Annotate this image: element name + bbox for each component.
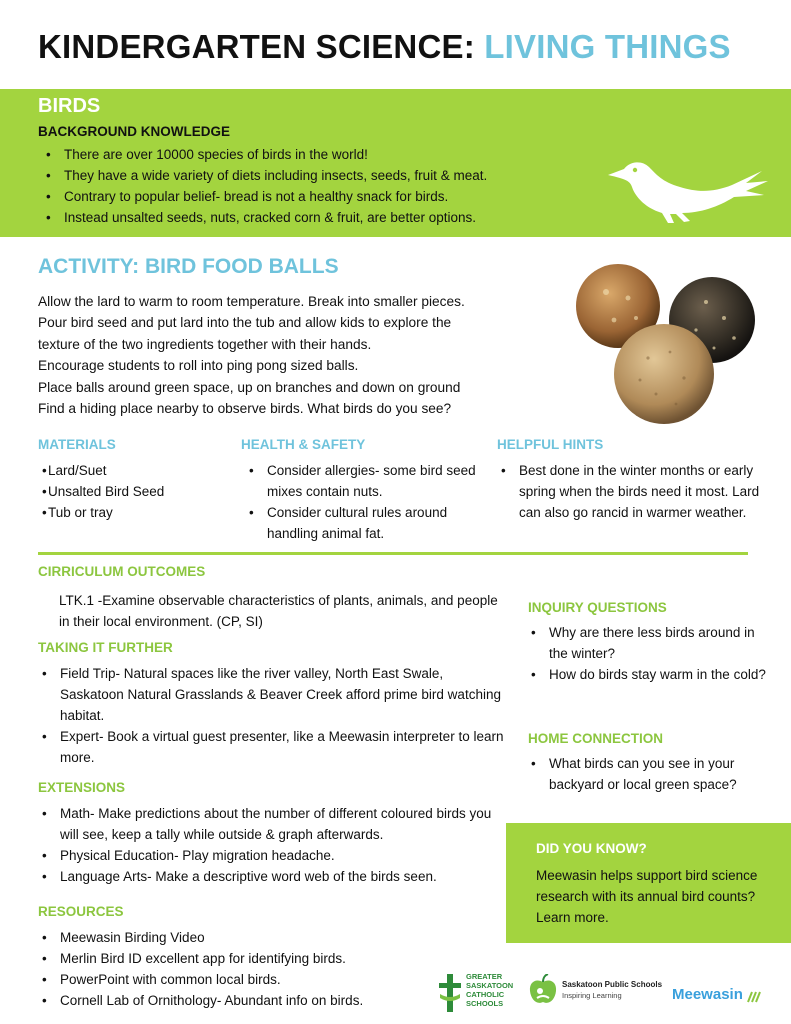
activity-line: Allow the lard to warm to room temperature. Break into smaller pieces. bbox=[38, 294, 465, 309]
materials-section bbox=[38, 434, 228, 523]
list-item: • Expert- Book a virtual guest presenter, like a Meewasin interpreter to learn more. bbox=[38, 726, 508, 768]
gscs-logo bbox=[438, 972, 520, 1016]
taking-further-list bbox=[38, 663, 508, 768]
taking-further-heading: TAKING IT FURTHER bbox=[38, 640, 173, 655]
title-part1: KINDERGARTEN SCIENCE: bbox=[38, 28, 485, 65]
gscs-line: SASKATOON bbox=[466, 981, 514, 990]
did-you-know-heading: DID YOU KNOW? bbox=[536, 841, 647, 856]
list-item: • Lard/Suet bbox=[38, 460, 228, 481]
list-item: • Best done in the winter months or early spring when the birds need it most. Lard can also go rancid in warmer weather. bbox=[497, 460, 767, 523]
activity-instructions bbox=[38, 291, 465, 419]
home-connection-heading: HOME CONNECTION bbox=[528, 731, 663, 746]
page-title bbox=[38, 28, 731, 66]
list-item: • Instead unsalted seeds, nuts, cracked corn & fruit, are better options. bbox=[42, 207, 487, 228]
gscs-line: CATHOLIC bbox=[466, 990, 505, 999]
meewasin-wordmark: Meewasin bbox=[672, 986, 743, 1003]
list-item: • Field Trip- Natural spaces like the river valley, North East Swale, Saskatoon Natural Grasslands & Beaver Creek afford prime bird watching habitat. bbox=[38, 663, 508, 726]
activity-line: Pour bird seed and put lard into the tub and allow kids to explore the bbox=[38, 315, 452, 331]
list-item: • There are over 10000 species of birds in the world! bbox=[42, 144, 487, 165]
list-item: • Consider allergies- some bird seed mixes contain nuts. bbox=[245, 460, 481, 502]
apple-icon bbox=[528, 974, 558, 1006]
did-you-know-box bbox=[506, 823, 791, 943]
materials-list bbox=[38, 460, 228, 523]
bird-silhouette-icon bbox=[600, 149, 770, 233]
health-safety-list bbox=[245, 460, 481, 544]
birds-band bbox=[0, 89, 791, 237]
list-item: • How do birds stay warm in the cold? bbox=[527, 664, 777, 685]
list-item: • What birds can you see in your backyard or local green space? bbox=[527, 753, 777, 795]
activity-line: Place balls around green space, up on branches and down on ground bbox=[38, 379, 461, 395]
resources-heading: RESOURCES bbox=[38, 904, 124, 919]
health-safety-heading: HEALTH & SAFETY bbox=[241, 437, 366, 452]
wave-icon bbox=[747, 991, 763, 1003]
birds-heading: BIRDS bbox=[38, 95, 101, 117]
list-item: • Why are there less birds around in the winter? bbox=[527, 622, 777, 664]
list-item: • Consider cultural rules around handling animal fat. bbox=[245, 502, 481, 544]
inquiry-list bbox=[527, 622, 777, 685]
sps-logo bbox=[528, 972, 668, 1012]
health-safety-section bbox=[241, 434, 481, 544]
gscs-line: GREATER bbox=[466, 972, 503, 981]
resources-list bbox=[38, 927, 438, 1011]
home-connection-list bbox=[527, 753, 777, 795]
list-item: • They have a wide variety of diets including insects, seeds, fruit & meat. bbox=[42, 165, 487, 186]
helpful-hints-list bbox=[497, 460, 767, 523]
sps-tagline: Inspiring Learning bbox=[562, 991, 622, 1000]
sps-name: Saskatoon Public Schools bbox=[562, 980, 663, 989]
background-knowledge-heading: BACKGROUND KNOWLEDGE bbox=[38, 124, 230, 139]
meewasin-logo bbox=[672, 986, 782, 1006]
curriculum-text: LTK.1 -Examine observable characteristics of plants, animals, and people in their local environment. (CP, SI) bbox=[59, 593, 498, 629]
helpful-hints-section bbox=[497, 434, 767, 523]
materials-heading: MATERIALS bbox=[38, 437, 116, 452]
inquiry-heading: INQUIRY QUESTIONS bbox=[528, 600, 667, 615]
activity-line: Find a hiding place nearby to observe birds. What birds do you see? bbox=[38, 401, 452, 417]
activity-line: Encourage students to roll into ping pong sized balls. bbox=[38, 358, 359, 374]
title-part2: LIVING THINGS bbox=[484, 28, 731, 65]
list-item: • Contrary to popular belief- bread is not a healthy snack for birds. bbox=[42, 186, 487, 207]
resource-link[interactable]: • PowerPoint with common local birds. bbox=[38, 969, 438, 990]
helpful-hints-heading: HELPFUL HINTS bbox=[497, 437, 604, 452]
curriculum-heading: CIRRICULUM OUTCOMES bbox=[38, 564, 206, 579]
section-divider bbox=[38, 552, 748, 555]
resource-link[interactable]: • Merlin Bird ID excellent app for identifying birds. bbox=[38, 948, 438, 969]
bird-food-balls-photo bbox=[566, 258, 766, 428]
resource-link[interactable]: • Meewasin Birding Video bbox=[38, 927, 438, 948]
list-item: • Physical Education- Play migration headache. bbox=[38, 845, 508, 866]
list-item: • Language Arts- Make a descriptive word web of the birds seen. bbox=[38, 866, 508, 887]
extensions-heading: EXTENSIONS bbox=[38, 780, 126, 795]
resource-link[interactable]: • Cornell Lab of Ornithology- Abundant info on birds. bbox=[38, 990, 438, 1011]
extensions-list bbox=[38, 803, 508, 887]
gscs-line: SCHOOLS bbox=[466, 999, 504, 1008]
activity-title: ACTIVITY: BIRD FOOD BALLS bbox=[38, 255, 339, 278]
list-item: • Unsalted Bird Seed bbox=[38, 481, 228, 502]
background-list bbox=[42, 144, 487, 228]
list-item: • Tub or tray bbox=[38, 502, 228, 523]
activity-line: texture of the two ingredients together with their hands. bbox=[38, 336, 372, 352]
cross-icon bbox=[438, 974, 462, 1012]
did-you-know-text[interactable]: Meewasin helps support bird science research with its annual bird counts? Learn more. bbox=[536, 868, 758, 925]
list-item: • Math- Make predictions about the number of different coloured birds you will see, keep a tally while outside & graph afterwards. bbox=[38, 803, 508, 845]
